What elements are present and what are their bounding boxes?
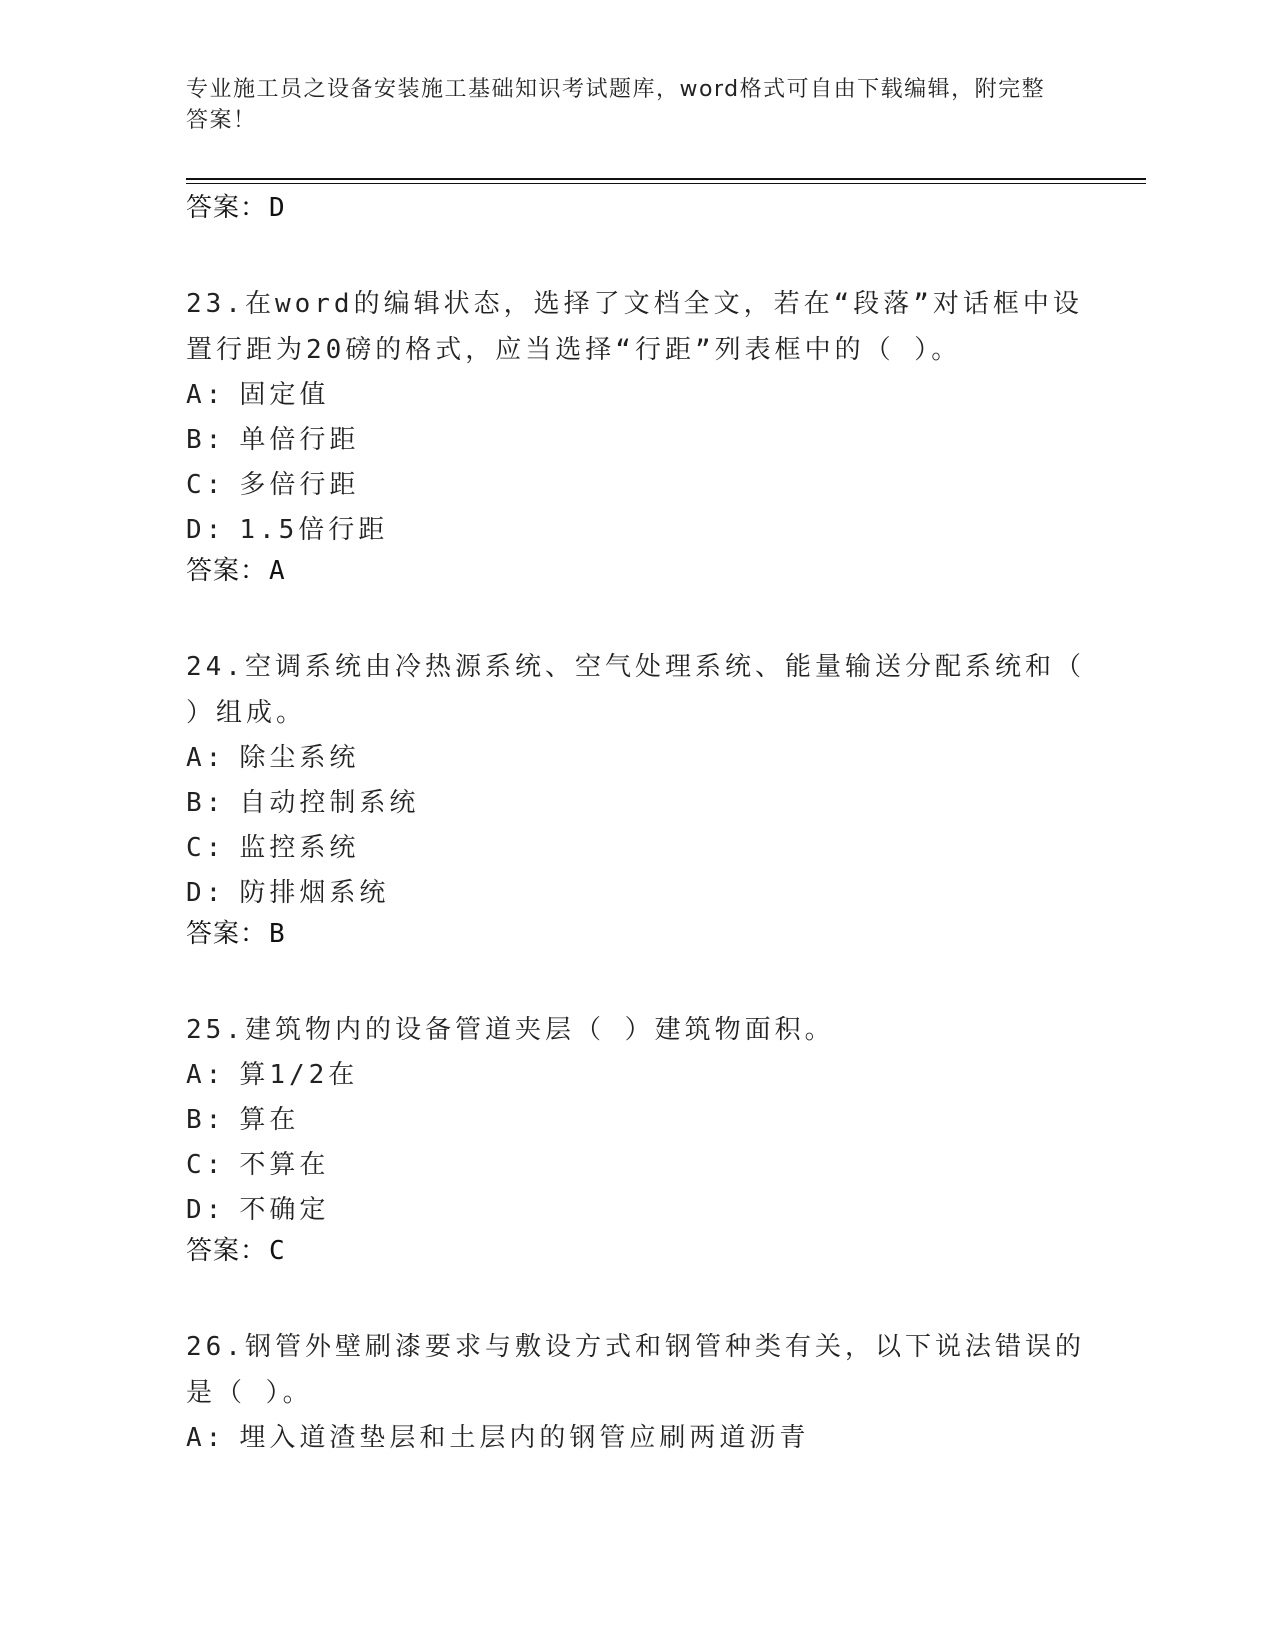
option-text: 不算在 — [239, 1150, 330, 1180]
document-header — [186, 74, 1066, 136]
option-text: 1.5倍行距 — [239, 515, 389, 545]
question-text: 26.钢管外壁刷漆要求与敷设方式和钢管种类有关，以下说法错误的是（ ）。 — [186, 1332, 1085, 1408]
option-text: 防排烟系统 — [239, 878, 390, 908]
document-body — [186, 192, 1086, 1461]
option-text: 监控系统 — [239, 833, 360, 863]
option-key: B: — [186, 788, 226, 818]
option-key: D: — [186, 1195, 226, 1225]
answer-value: B — [269, 919, 286, 949]
option-key: B: — [186, 425, 226, 455]
question-text: 25.建筑物内的设备管道夹层（ ）建筑物面积。 — [186, 1015, 835, 1045]
question-block — [186, 1324, 1086, 1461]
question-block — [186, 1007, 1086, 1267]
answer-value: A — [269, 556, 286, 586]
option-text: 除尘系统 — [239, 743, 360, 773]
option-c — [186, 826, 1086, 871]
answer-label: 答案： — [186, 556, 268, 586]
option-key: B: — [186, 1105, 226, 1135]
answer-line — [186, 192, 1086, 224]
option-key: D: — [186, 515, 226, 545]
option-key: A: — [186, 743, 226, 773]
option-d — [186, 871, 1086, 916]
option-key: C: — [186, 470, 226, 500]
option-text: 算在 — [239, 1105, 300, 1135]
option-a — [186, 1416, 1086, 1461]
option-text: 不确定 — [239, 1195, 330, 1225]
question-text: 23.在word的编辑状态，选择了文档全文，若在“段落”对话框中设置行距为20磅的格式，应当选择“行距”列表框中的（ ）。 — [186, 289, 1083, 365]
option-b — [186, 418, 1086, 463]
option-key: A: — [186, 380, 226, 410]
answer-label: 答案： — [186, 919, 268, 949]
option-d — [186, 508, 1086, 553]
option-text: 单倍行距 — [239, 425, 360, 455]
answer-value: D — [269, 193, 286, 223]
answer-label: 答案： — [186, 1236, 268, 1266]
option-key: C: — [186, 833, 226, 863]
option-text: 算1/2在 — [239, 1060, 359, 1090]
header-divider-thick — [186, 178, 1146, 180]
question-block — [186, 281, 1086, 587]
option-a — [186, 373, 1086, 418]
question-text: 24.空调系统由冷热源系统、空气处理系统、能量输送分配系统和（ ）组成。 — [186, 652, 1085, 728]
option-key: C: — [186, 1150, 226, 1180]
option-c — [186, 463, 1086, 508]
option-a — [186, 1053, 1086, 1098]
option-text: 埋入道渣垫层和土层内的钢管应刷两道沥青 — [239, 1423, 810, 1453]
option-text: 固定值 — [239, 380, 330, 410]
option-a — [186, 736, 1086, 781]
option-key: A: — [186, 1423, 226, 1453]
header-divider-thin — [186, 183, 1146, 184]
answer-label: 答案： — [186, 193, 268, 223]
answer-line — [186, 1235, 1086, 1267]
option-c — [186, 1143, 1086, 1188]
question-block — [186, 644, 1086, 950]
option-key: D: — [186, 878, 226, 908]
answer-value: C — [269, 1236, 286, 1266]
answer-line — [186, 918, 1086, 950]
option-b — [186, 1098, 1086, 1143]
option-key: A: — [186, 1060, 226, 1090]
answer-line — [186, 555, 1086, 587]
option-d — [186, 1188, 1086, 1233]
header-text: 专业施工员之设备安装施工基础知识考试题库，word格式可自由下载编辑，附完整答案！ — [186, 77, 1046, 133]
option-b — [186, 781, 1086, 826]
option-text: 自动控制系统 — [239, 788, 420, 818]
option-text: 多倍行距 — [239, 470, 360, 500]
